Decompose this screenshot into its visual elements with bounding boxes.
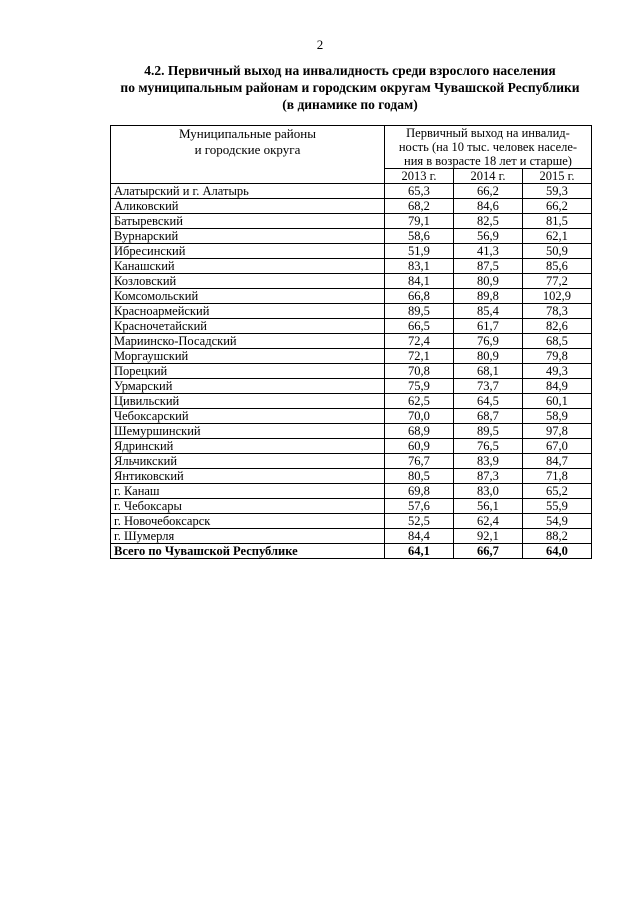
district-name: Янтиковский bbox=[111, 469, 385, 484]
value-2015: 66,2 bbox=[522, 199, 591, 214]
value-2013: 84,4 bbox=[384, 529, 453, 544]
table-body bbox=[111, 184, 592, 559]
value-2015: 102,9 bbox=[522, 289, 591, 304]
district-name: Алатырский и г. Алатырь bbox=[111, 184, 385, 199]
value-2015: 59,3 bbox=[522, 184, 591, 199]
table-row bbox=[111, 184, 592, 199]
district-name: г. Канаш bbox=[111, 484, 385, 499]
district-name: Урмарский bbox=[111, 379, 385, 394]
value-2013: 72,1 bbox=[384, 349, 453, 364]
value-2013: 76,7 bbox=[384, 454, 453, 469]
table-row bbox=[111, 274, 592, 289]
district-name: г. Новочебоксарск bbox=[111, 514, 385, 529]
value-2014: 87,3 bbox=[453, 469, 522, 484]
value-2015: 81,5 bbox=[522, 214, 591, 229]
value-2013: 68,9 bbox=[384, 424, 453, 439]
value-2015: 84,9 bbox=[522, 379, 591, 394]
table-row bbox=[111, 349, 592, 364]
table-title-line-3: (в динамике по годам) bbox=[282, 97, 418, 112]
table-row bbox=[111, 259, 592, 274]
value-2014: 64,5 bbox=[453, 394, 522, 409]
value-2013: 60,9 bbox=[384, 439, 453, 454]
total-value-2015: 64,0 bbox=[522, 544, 591, 559]
value-2014: 80,9 bbox=[453, 349, 522, 364]
value-2014: 73,7 bbox=[453, 379, 522, 394]
district-name: Шемуршинский bbox=[111, 424, 385, 439]
header-year-2014: 2014 г. bbox=[453, 169, 522, 184]
value-2015: 60,1 bbox=[522, 394, 591, 409]
table-title-line-2: по муниципальным районам и городским округам Чувашской Республики bbox=[120, 80, 580, 95]
value-2013: 72,4 bbox=[384, 334, 453, 349]
disability-table bbox=[110, 125, 592, 559]
table-row bbox=[111, 529, 592, 544]
value-2014: 61,7 bbox=[453, 319, 522, 334]
total-value-2014: 66,7 bbox=[453, 544, 522, 559]
table-row bbox=[111, 514, 592, 529]
value-2014: 92,1 bbox=[453, 529, 522, 544]
value-2015: 78,3 bbox=[522, 304, 591, 319]
value-2013: 70,8 bbox=[384, 364, 453, 379]
value-2013: 66,5 bbox=[384, 319, 453, 334]
value-2013: 79,1 bbox=[384, 214, 453, 229]
district-name: Мариинско-Посадский bbox=[111, 334, 385, 349]
table-title-line-1: 4.2. Первичный выход на инвалидность среди взрослого населения bbox=[144, 63, 556, 78]
value-2015: 88,2 bbox=[522, 529, 591, 544]
value-2015: 71,8 bbox=[522, 469, 591, 484]
value-2014: 89,5 bbox=[453, 424, 522, 439]
value-2015: 62,1 bbox=[522, 229, 591, 244]
district-name: Вурнарский bbox=[111, 229, 385, 244]
value-2015: 82,6 bbox=[522, 319, 591, 334]
table-row bbox=[111, 319, 592, 334]
table-row bbox=[111, 454, 592, 469]
district-name: Порецкий bbox=[111, 364, 385, 379]
value-2014: 87,5 bbox=[453, 259, 522, 274]
value-2013: 68,2 bbox=[384, 199, 453, 214]
table-row bbox=[111, 214, 592, 229]
district-name: г. Чебоксары bbox=[111, 499, 385, 514]
table-row bbox=[111, 244, 592, 259]
header-year-2013: 2013 г. bbox=[384, 169, 453, 184]
value-2013: 65,3 bbox=[384, 184, 453, 199]
value-2014: 68,1 bbox=[453, 364, 522, 379]
value-2015: 77,2 bbox=[522, 274, 591, 289]
value-2014: 41,3 bbox=[453, 244, 522, 259]
table-row bbox=[111, 304, 592, 319]
total-label: Всего по Чувашской Республике bbox=[111, 544, 385, 559]
table-row bbox=[111, 289, 592, 304]
value-2013: 70,0 bbox=[384, 409, 453, 424]
value-2015: 84,7 bbox=[522, 454, 591, 469]
value-2014: 76,9 bbox=[453, 334, 522, 349]
value-2013: 80,5 bbox=[384, 469, 453, 484]
value-2013: 51,9 bbox=[384, 244, 453, 259]
value-2014: 76,5 bbox=[453, 439, 522, 454]
table-row bbox=[111, 199, 592, 214]
district-name: Ядринский bbox=[111, 439, 385, 454]
table-row bbox=[111, 394, 592, 409]
table-row bbox=[111, 229, 592, 244]
district-name: Красноармейский bbox=[111, 304, 385, 319]
value-2015: 68,5 bbox=[522, 334, 591, 349]
value-2014: 84,6 bbox=[453, 199, 522, 214]
value-2014: 56,1 bbox=[453, 499, 522, 514]
value-2014: 82,5 bbox=[453, 214, 522, 229]
value-2014: 89,8 bbox=[453, 289, 522, 304]
value-2014: 68,7 bbox=[453, 409, 522, 424]
district-name: Моргаушский bbox=[111, 349, 385, 364]
district-name: Чебоксарский bbox=[111, 409, 385, 424]
table-row bbox=[111, 439, 592, 454]
page-number: 2 bbox=[316, 37, 324, 52]
value-2013: 52,5 bbox=[384, 514, 453, 529]
district-name: Яльчикский bbox=[111, 454, 385, 469]
table-row bbox=[111, 364, 592, 379]
value-2014: 56,9 bbox=[453, 229, 522, 244]
district-name: Комсомольский bbox=[111, 289, 385, 304]
district-name: Канашский bbox=[111, 259, 385, 274]
value-2015: 54,9 bbox=[522, 514, 591, 529]
district-name: Батыревский bbox=[111, 214, 385, 229]
district-name: Красночетайский bbox=[111, 319, 385, 334]
value-2015: 67,0 bbox=[522, 439, 591, 454]
district-name: Аликовский bbox=[111, 199, 385, 214]
table-title bbox=[100, 62, 600, 113]
table-total-row bbox=[111, 544, 592, 559]
header-districts: Муниципальные районы и городские округа bbox=[111, 126, 385, 184]
value-2015: 49,3 bbox=[522, 364, 591, 379]
value-2013: 69,8 bbox=[384, 484, 453, 499]
value-2013: 89,5 bbox=[384, 304, 453, 319]
value-2014: 83,9 bbox=[453, 454, 522, 469]
value-2013: 75,9 bbox=[384, 379, 453, 394]
value-2014: 66,2 bbox=[453, 184, 522, 199]
value-2013: 83,1 bbox=[384, 259, 453, 274]
header-year-2015: 2015 г. bbox=[522, 169, 591, 184]
value-2015: 97,8 bbox=[522, 424, 591, 439]
value-2014: 83,0 bbox=[453, 484, 522, 499]
value-2015: 79,8 bbox=[522, 349, 591, 364]
district-name: Козловский bbox=[111, 274, 385, 289]
value-2015: 85,6 bbox=[522, 259, 591, 274]
district-name: Цивильский bbox=[111, 394, 385, 409]
table-row bbox=[111, 484, 592, 499]
value-2013: 84,1 bbox=[384, 274, 453, 289]
value-2015: 65,2 bbox=[522, 484, 591, 499]
value-2015: 55,9 bbox=[522, 499, 591, 514]
table-row bbox=[111, 379, 592, 394]
total-value-2013: 64,1 bbox=[384, 544, 453, 559]
table-row bbox=[111, 499, 592, 514]
value-2013: 66,8 bbox=[384, 289, 453, 304]
table-row bbox=[111, 334, 592, 349]
header-disability-rate: Первичный выход на инвалид- ность (на 10 тыс. человек населе- ния в возрасте 18 лет и старше) bbox=[384, 126, 591, 169]
value-2014: 80,9 bbox=[453, 274, 522, 289]
value-2014: 85,4 bbox=[453, 304, 522, 319]
table-row bbox=[111, 409, 592, 424]
value-2014: 62,4 bbox=[453, 514, 522, 529]
value-2013: 57,6 bbox=[384, 499, 453, 514]
table-row bbox=[111, 424, 592, 439]
table-row bbox=[111, 469, 592, 484]
value-2015: 50,9 bbox=[522, 244, 591, 259]
value-2013: 58,6 bbox=[384, 229, 453, 244]
district-name: Ибресинский bbox=[111, 244, 385, 259]
value-2015: 58,9 bbox=[522, 409, 591, 424]
district-name: г. Шумерля bbox=[111, 529, 385, 544]
value-2013: 62,5 bbox=[384, 394, 453, 409]
